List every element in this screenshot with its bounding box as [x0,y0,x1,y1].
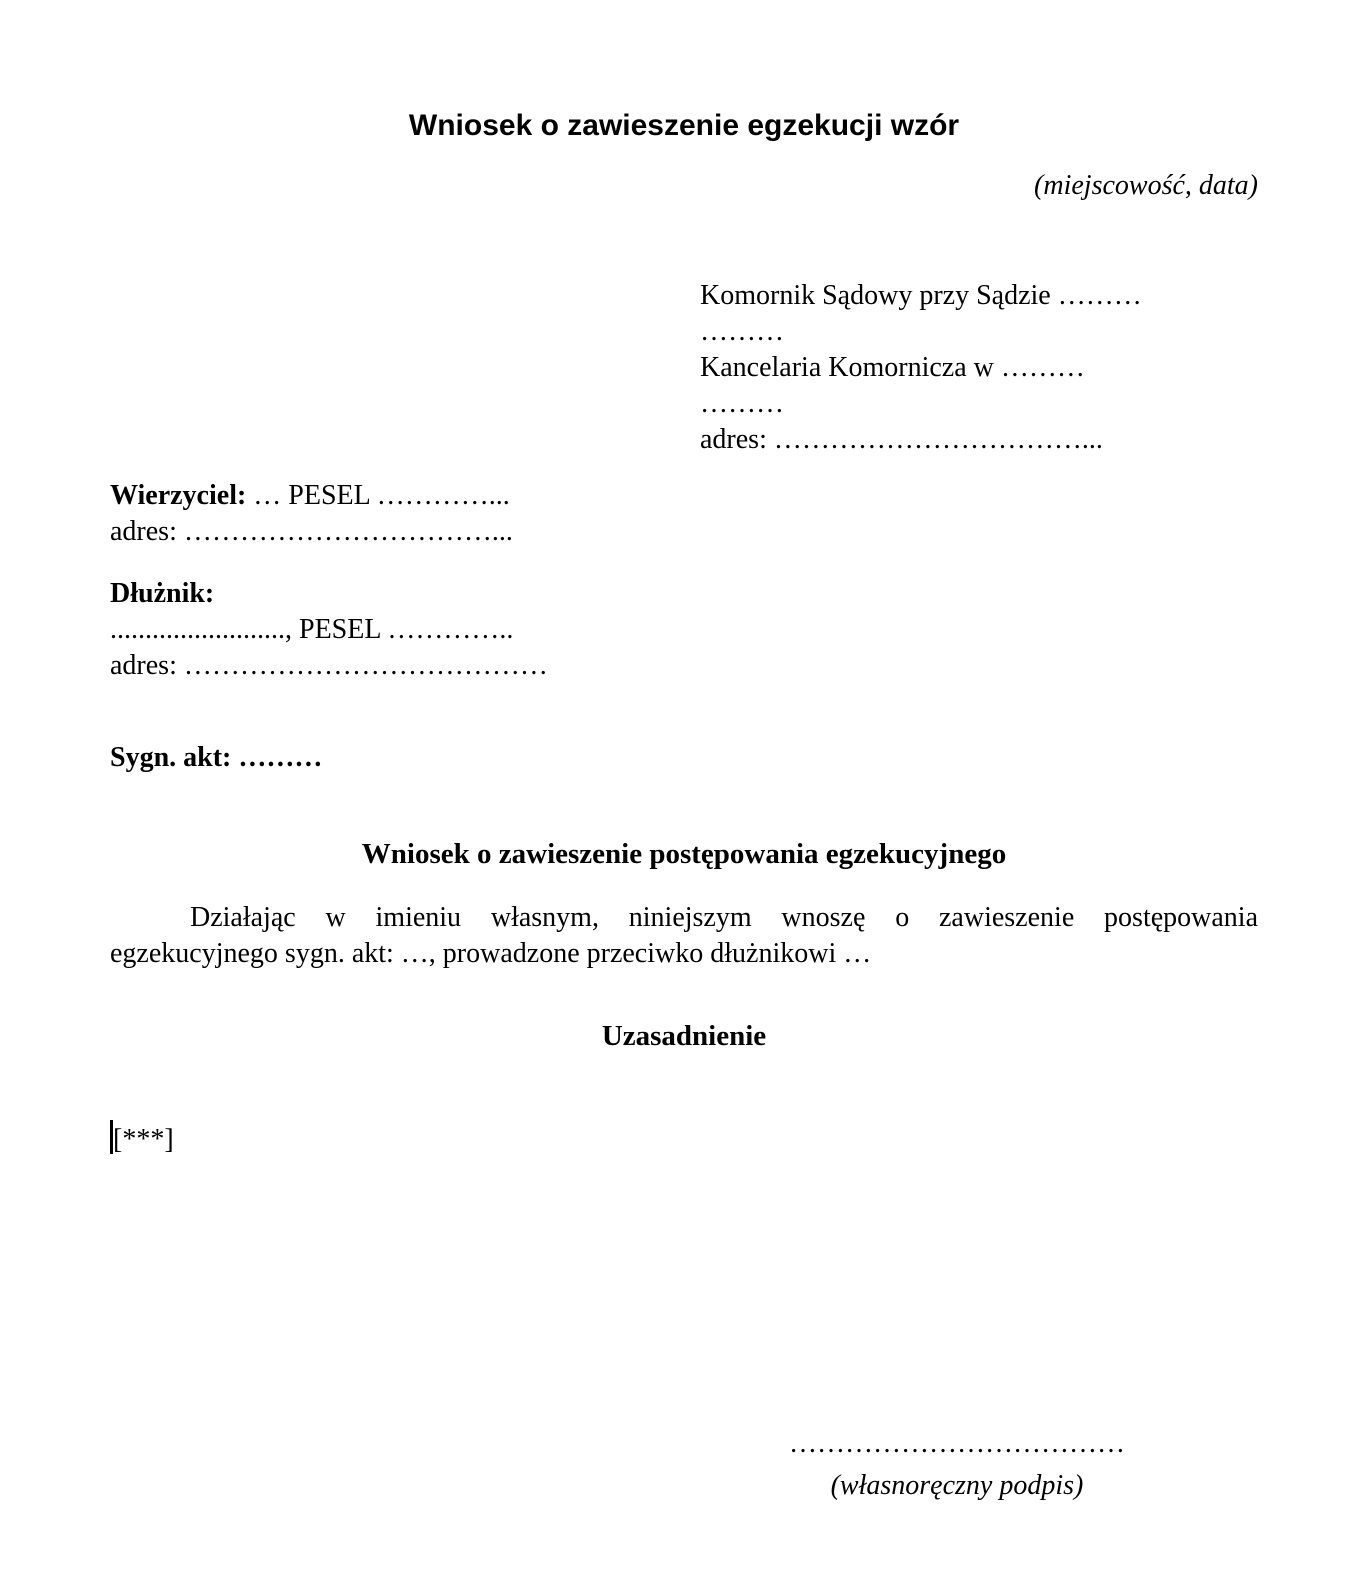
debtor-details: ........................., PESEL ………….. [110,614,514,645]
creditor-line [110,478,1258,514]
placeholder-line [110,1120,1258,1158]
body-line-2: egzekucyjnego sygn. akt: …, prowadzone przeciwko dłużnikowi … [110,938,872,969]
creditor-details: … PESEL …………... [253,480,510,511]
creditor-label: Wierzyciel: [110,480,247,511]
body-line-1: Działając w imieniu własnym, niniejszym wnoszę o zawieszenie postępowania [190,902,1258,933]
justification-heading: Uzasadnienie [601,1020,767,1052]
creditor-block [110,478,1258,550]
case-reference: Sygn. akt: ……… [110,742,323,773]
addressee-block [700,278,1258,458]
signature-line: ……………………………… [789,1428,1125,1459]
signature-block [737,1426,1177,1504]
addressee-address-line: adres: ……………………………... [700,424,1103,455]
creditor-address-line: adres: ……………………………... [110,516,513,547]
addressee-line-2: ……… [700,316,784,347]
addressee-line-1: Komornik Sądowy przy Sądzie ……… [700,280,1142,311]
addressee-line-3: Kancelaria Komornicza w ……… [700,352,1085,383]
debtor-label: Dłużnik: [110,578,215,609]
document-title: Wniosek o zawieszenie egzekucji wzór [408,109,960,142]
debtor-address-line: adres: ………………………………… [110,650,548,681]
request-heading: Wniosek o zawieszenie postępowania egzekucyjnego [361,838,1007,870]
addressee-line-4: ……… [700,388,784,419]
place-date-hint: (miejscowość, data) [1034,170,1258,201]
placeholder-marker: [***] [113,1124,174,1155]
body-paragraph [110,900,1258,972]
debtor-block [110,576,1258,684]
signature-caption: (własnoręczny podpis) [830,1470,1084,1501]
